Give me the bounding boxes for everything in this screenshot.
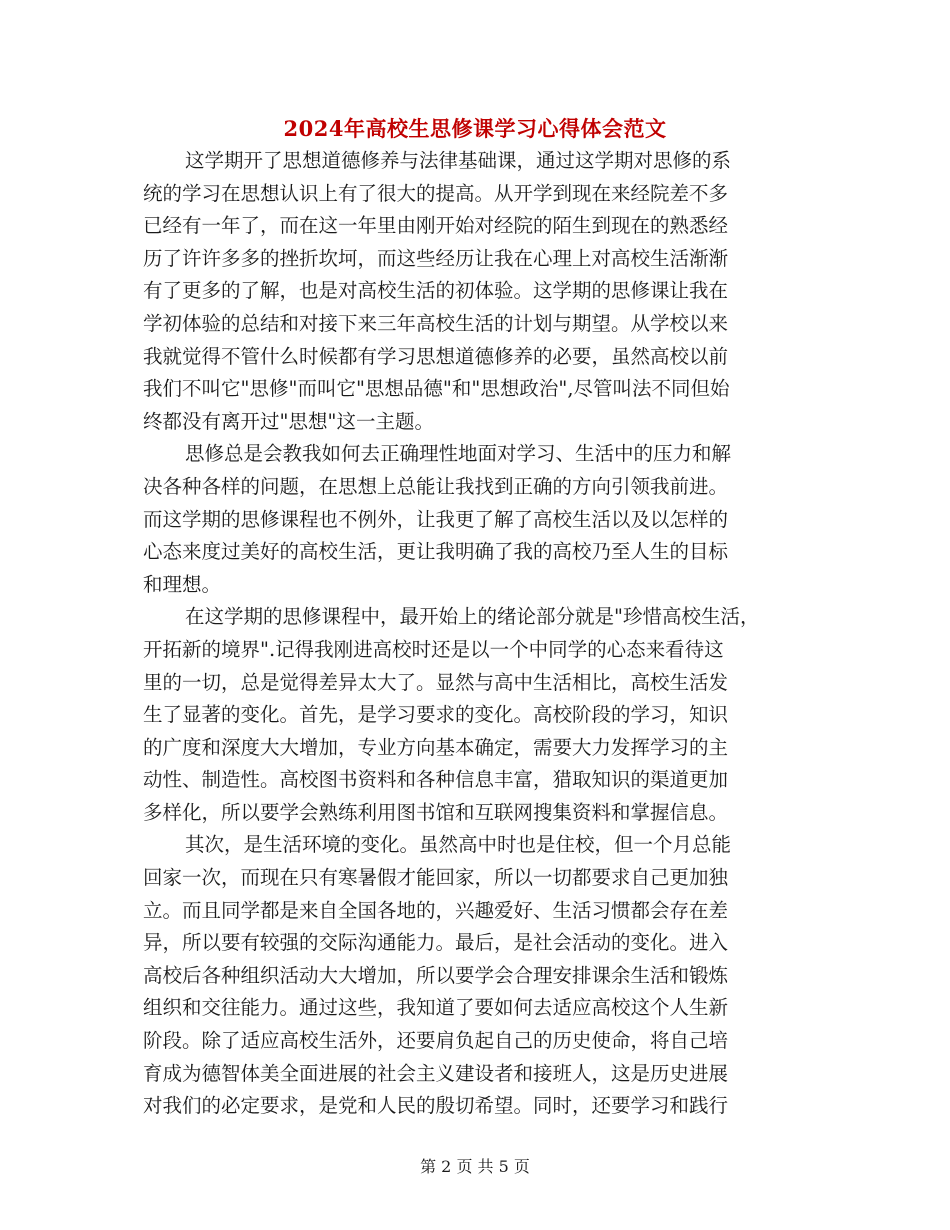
text-line: 阶段。除了适应高校生活外，还要肩负起自己的历史使命，将自己培 (143, 1029, 729, 1053)
text-line: 高校后各种组织活动大大增加，所以要学会合理安排课余生活和锻炼 (143, 963, 729, 987)
text-line: 开拓新的境界".记得我刚进高校时还是以一个中同学的心态来看待这 (143, 637, 724, 661)
page-footer: 第 2 页 共 5 页 (420, 1157, 530, 1176)
text-line: 动性、制造性。高校图书资料和各种信息丰富，猎取知识的渠道更加 (143, 768, 729, 792)
document-body (143, 145, 803, 1123)
text-line: 历了许许多多的挫折坎坷，而这些经历让我在心理上对高校生活渐渐 (143, 246, 729, 270)
text-line: 对我们的必定要求，是党和人民的殷切希望。同时，还要学习和践行 (143, 1094, 729, 1118)
text-line: 统的学习在思想认识上有了很大的提高。从开学到现在来经院差不多 (143, 181, 729, 205)
text-line: 已经有一年了，而在这一年里由刚开始对经院的陌生到现在的熟悉经 (143, 214, 729, 238)
text-line: 而这学期的思修课程也不例外，让我更了解了高校生活以及以怎样的 (143, 507, 729, 531)
text-line: 生了显著的变化。首先，是学习要求的变化。高校阶段的学习，知识 (143, 703, 729, 727)
document-title: 2024年高校生思修课学习心得体会范文 (283, 116, 667, 141)
text-line: 有了更多的了解，也是对高校生活的初体验。这学期的思修课让我在 (143, 279, 729, 303)
text-line: 决各种各样的问题，在思想上总能让我找到正确的方向引领我前进。 (143, 474, 729, 498)
text-line: 多样化，所以要学会熟练利用图书馆和互联网搜集资料和掌握信息。 (143, 800, 729, 824)
text-line: 组织和交往能力。通过这些，我知道了要如何去适应高校这个人生新 (143, 996, 729, 1020)
text-line: 我就觉得不管什么时候都有学习思想道德修养的必要，虽然高校以前 (143, 344, 729, 368)
text-line: 的广度和深度大大增加，专业方向基本确定，需要大力发挥学习的主 (143, 735, 729, 759)
text-line: 育成为德智体美全面进展的社会主义建设者和接班人，这是历史进展 (143, 1061, 729, 1085)
text-line: 终都没有离开过"思想"这一主题。 (143, 409, 434, 433)
text-line: 里的一切，总是觉得差异太大了。显然与高中生活相比，高校生活发 (143, 670, 729, 694)
text-line: 异，所以要有较强的交际沟通能力。最后，是社会活动的变化。进入 (143, 931, 729, 955)
text-line: 我们不叫它"思修"而叫它"思想品德"和"思想政治",尽管叫法不同但始 (143, 377, 730, 401)
text-line: 和理想。 (143, 572, 222, 596)
text-line: 学初体验的总结和对接下来三年高校生活的计划与期望。从学校以来 (143, 311, 729, 335)
text-line: 立。而且同学都是来自全国各地的，兴趣爱好、生活习惯都会存在差 (143, 898, 729, 922)
paragraph-first-line: 在这学期的思修课程中，最开始上的绪论部分就是"珍惜高校生活， (185, 605, 760, 629)
paragraph-first-line: 这学期开了思想道德修养与法律基础课，通过这学期对思修的系 (185, 149, 732, 172)
paragraph-first-line: 其次，是生活环境的变化。虽然高中时也是住校，但一个月总能 (185, 833, 732, 857)
paragraph-first-line: 思修总是会教我如何去正确理性地面对学习、生活中的压力和解 (185, 442, 732, 466)
text-line: 心态来度过美好的高校生活，更让我明确了我的高校乃至人生的目标 (143, 540, 729, 564)
text-line: 回家一次，而现在只有寒暑假才能回家，所以一切都要求自己更加独 (143, 866, 729, 890)
